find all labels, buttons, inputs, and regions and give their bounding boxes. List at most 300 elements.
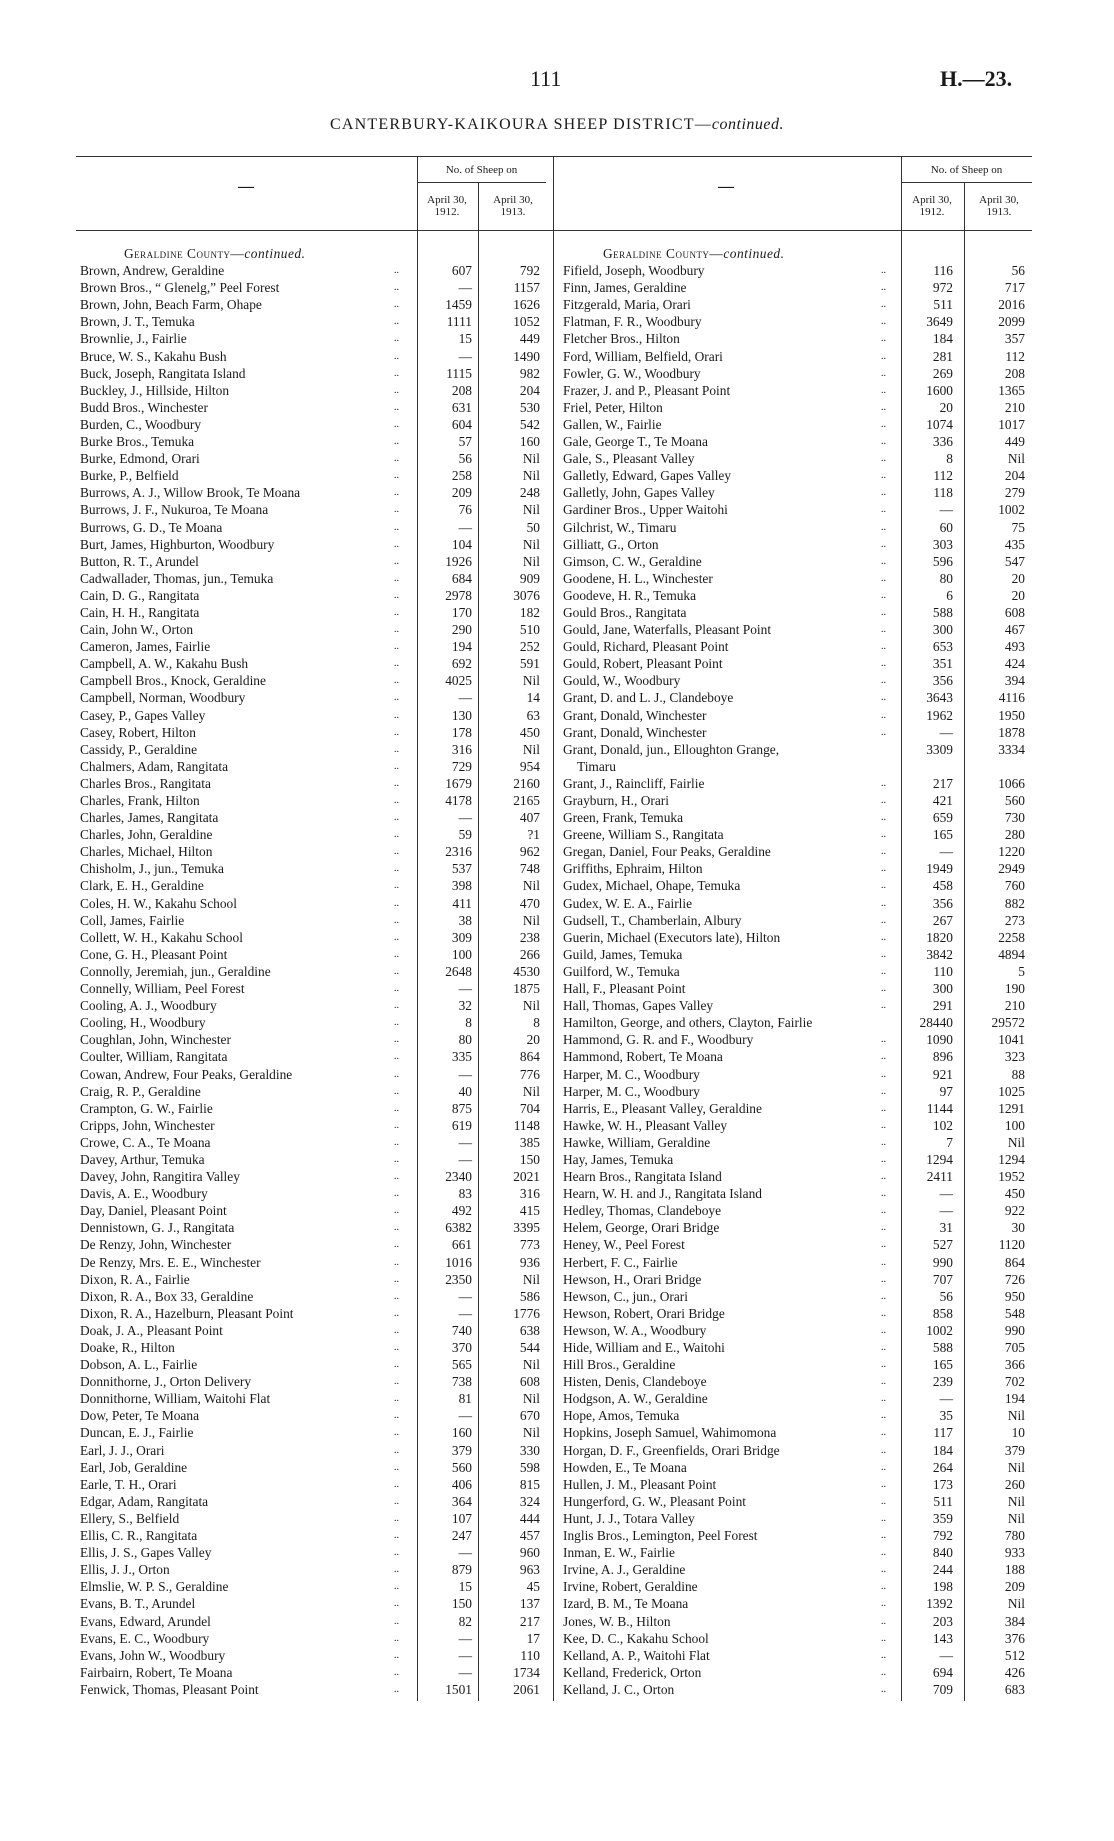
left-header-1913: April 30, 1913. — [493, 194, 533, 218]
sheep-1913: 385 — [519, 1134, 540, 1150]
leader-dots: .. — [394, 538, 399, 550]
sheep-1912: 1926 — [445, 553, 472, 569]
table-row — [80, 895, 550, 912]
sheep-1912: — — [458, 810, 472, 826]
owner-name: Brownlie, J., Fairlie — [80, 331, 187, 347]
sheep-1913: 950 — [1004, 1288, 1025, 1304]
sheep-1913: 544 — [519, 1340, 540, 1355]
sheep-1913: Nil — [1007, 1596, 1025, 1612]
leader-dots: .. — [394, 1581, 399, 1593]
table-row — [80, 1510, 550, 1527]
table-row — [563, 382, 1032, 399]
sheep-1912: 694 — [932, 1664, 953, 1680]
sheep-1912: 972 — [932, 280, 953, 296]
sheep-1913: 936 — [519, 1254, 540, 1270]
sheep-1912: 398 — [451, 878, 472, 894]
leader-dots: .. — [881, 846, 886, 858]
leader-dots: .. — [394, 743, 399, 755]
owner-name: Herbert, F. C., Fairlie — [563, 1254, 678, 1270]
owner-name: Coll, James, Fairlie — [80, 912, 185, 928]
leader-dots: .. — [881, 384, 886, 396]
table-row — [563, 1185, 1032, 1202]
table-top-rule — [76, 156, 1032, 157]
sheep-1912: 1016 — [445, 1254, 472, 1270]
sheep-1912: 596 — [932, 553, 953, 569]
sheep-1913: 864 — [1004, 1254, 1025, 1270]
leader-dots: .. — [394, 829, 399, 841]
leader-dots: .. — [394, 436, 399, 448]
table-row — [80, 570, 550, 587]
owner-name: Cowan, Andrew, Four Peaks, Geraldine — [80, 1066, 293, 1082]
owner-name: Earl, J. J., Orari — [80, 1442, 165, 1458]
owner-name: Buckley, J., Hillside, Hilton — [80, 382, 230, 398]
table-row — [80, 1459, 550, 1476]
sheep-1913: Nil — [522, 502, 540, 518]
section-title-text: Geraldine County— — [603, 246, 724, 261]
table-row — [563, 1322, 1032, 1339]
sheep-1913: 210 — [1004, 998, 1025, 1014]
owner-name: Chisholm, J., jun., Temuka — [80, 861, 224, 877]
table-row — [563, 1613, 1032, 1630]
table-row — [563, 604, 1032, 621]
leader-dots: .. — [394, 1068, 399, 1080]
sheep-1913: 1291 — [998, 1100, 1025, 1116]
sheep-1912: 335 — [451, 1049, 472, 1065]
sheep-1913: 204 — [519, 382, 540, 398]
sheep-1913: 2099 — [998, 314, 1025, 330]
owner-name: Grant, Donald, jun., Elloughton Grange, — [563, 741, 780, 757]
table-row — [563, 758, 1032, 775]
table-row — [563, 1390, 1032, 1407]
page-number: 111 — [530, 66, 562, 91]
table-row — [563, 997, 1032, 1014]
leader-dots: .. — [394, 1564, 399, 1576]
sheep-1913: 1066 — [998, 775, 1025, 791]
table-row — [80, 1561, 550, 1578]
sheep-1912: 59 — [458, 827, 472, 843]
owner-name: Ellery, S., Belfield — [80, 1510, 180, 1526]
leader-dots: .. — [881, 1598, 886, 1610]
sheep-1913: 50 — [526, 519, 540, 535]
leader-dots: .. — [881, 675, 886, 687]
sheep-1912: 1679 — [445, 775, 472, 791]
owner-name: Fifield, Joseph, Woodbury — [563, 263, 705, 279]
sheep-1912: 239 — [932, 1374, 953, 1390]
table-row — [80, 1083, 550, 1100]
table-row — [80, 672, 550, 689]
sheep-1913: 591 — [519, 656, 540, 672]
sheep-1913: 2165 — [513, 793, 540, 808]
table-row — [563, 843, 1032, 860]
sheep-1912: 1294 — [926, 1151, 953, 1167]
table-row — [80, 433, 550, 450]
sheep-1913: 1950 — [998, 707, 1025, 723]
owner-name: Hullen, J. M., Pleasant Point — [563, 1476, 717, 1492]
table-row — [80, 1544, 550, 1561]
sheep-1913: 209 — [1004, 1579, 1025, 1595]
owner-name: Cadwallader, Thomas, jun., Temuka — [80, 570, 274, 586]
sheep-1912: 303 — [932, 536, 953, 552]
owner-name: Hodgson, A. W., Geraldine — [563, 1391, 708, 1407]
sheep-1913: 717 — [1004, 280, 1025, 296]
table-row — [563, 672, 1032, 689]
table-row — [563, 519, 1032, 536]
table-row — [80, 1100, 550, 1117]
sheep-1912: 316 — [451, 741, 472, 757]
leader-dots: .. — [881, 777, 886, 789]
leader-dots: .. — [881, 1068, 886, 1080]
sheep-1912: 729 — [451, 758, 472, 774]
table-row — [80, 1664, 550, 1681]
owner-name: Hopkins, Joseph Samuel, Wahimomona — [563, 1425, 777, 1441]
sheep-1912: — — [458, 1664, 472, 1680]
leader-dots: .. — [881, 1051, 886, 1063]
sheep-1913: 760 — [1004, 878, 1025, 894]
leader-dots: .. — [881, 487, 886, 499]
leader-dots: .. — [394, 1188, 399, 1200]
table-row — [563, 1442, 1032, 1459]
sheep-1913: 450 — [1004, 1186, 1025, 1202]
table-row — [563, 724, 1032, 741]
owner-name: Guild, James, Temuka — [563, 946, 683, 962]
right-entries-list — [563, 245, 1032, 1698]
leader-dots: .. — [394, 983, 399, 995]
sheep-1913: 4894 — [998, 946, 1025, 962]
table-row — [563, 1578, 1032, 1595]
owner-name: Kelland, A. P., Waitohi Flat — [563, 1647, 710, 1663]
leader-dots: .. — [394, 1478, 399, 1490]
owner-name: Crowe, C. A., Te Moana — [80, 1134, 211, 1150]
table-row — [80, 963, 550, 980]
owner-name: Kelland, Frederick, Orton — [563, 1664, 702, 1680]
section-title — [603, 245, 784, 262]
sheep-1913: 110 — [520, 1647, 540, 1663]
sheep-1913: 730 — [1004, 810, 1025, 826]
owner-name: Dixon, R. A., Hazelburn, Pleasant Point — [80, 1305, 294, 1321]
owner-name: Charles Bros., Rangitata — [80, 775, 211, 791]
sheep-1912: 38 — [458, 912, 472, 928]
owner-name: Greene, William S., Rangitata — [563, 827, 724, 843]
sheep-1912: 269 — [932, 365, 953, 381]
owner-name: Fitzgerald, Maria, Orari — [563, 297, 691, 313]
owner-name: Gimson, C. W., Geraldine — [563, 553, 702, 569]
leader-dots: .. — [394, 1324, 399, 1336]
sheep-1913: 726 — [1004, 1271, 1025, 1287]
table-row — [80, 587, 550, 604]
sheep-1912: 117 — [933, 1425, 953, 1441]
leader-dots: .. — [394, 350, 399, 362]
sheep-1912: 356 — [932, 895, 953, 911]
section-title-continued: continued. — [244, 246, 306, 261]
heading-main: CANTERBURY-KAIKOURA SHEEP DISTRICT— — [330, 116, 712, 133]
owner-name: Hawke, W. H., Pleasant Valley — [563, 1117, 728, 1133]
leader-dots: .. — [881, 829, 886, 841]
center-divider — [553, 156, 554, 1701]
table-row — [563, 1083, 1032, 1100]
sheep-1913: 4530 — [513, 963, 540, 979]
sheep-1913: 1294 — [998, 1151, 1025, 1167]
table-row — [80, 621, 550, 638]
sheep-1913: 922 — [1004, 1203, 1025, 1219]
sheep-1913: 1041 — [998, 1032, 1025, 1048]
sheep-1912: — — [458, 519, 472, 535]
sheep-1913: 17 — [526, 1630, 540, 1646]
sheep-1912: 1600 — [926, 382, 953, 398]
sheep-1912: 244 — [932, 1562, 953, 1578]
sheep-1913: 330 — [519, 1442, 540, 1458]
sheep-1913: 1220 — [998, 844, 1025, 860]
sheep-1912: — — [939, 1203, 953, 1219]
sheep-1912: 100 — [451, 946, 472, 962]
sheep-1912: — — [939, 1186, 953, 1202]
owner-name: Goodene, H. L., Winchester — [563, 570, 713, 586]
owner-name: Gould, Robert, Pleasant Point — [563, 656, 723, 672]
leader-dots: .. — [881, 1564, 886, 1576]
sheep-1913: 512 — [1004, 1647, 1025, 1663]
owner-name: Clark, E. H., Geraldine — [80, 878, 204, 894]
sheep-1913: 960 — [519, 1545, 540, 1561]
sheep-1913: 20 — [526, 1032, 540, 1048]
leader-dots: .. — [394, 1307, 399, 1319]
leader-dots: .. — [881, 641, 886, 653]
sheep-1913: 182 — [519, 604, 540, 620]
owner-name: Coughlan, John, Winchester — [80, 1032, 231, 1048]
owner-name: Hay, James, Temuka — [563, 1151, 674, 1167]
sheep-1912: 6382 — [445, 1220, 472, 1236]
leader-dots: .. — [394, 1410, 399, 1422]
table-row — [80, 313, 550, 330]
table-row — [563, 1630, 1032, 1647]
owner-name: Cain, D. G., Rangitata — [80, 587, 200, 603]
sheep-1913: 560 — [1004, 793, 1025, 808]
table-row — [563, 1014, 1032, 1031]
sheep-1913: 217 — [519, 1613, 540, 1629]
sheep-1913: 542 — [519, 416, 540, 432]
owner-name: Gould, Richard, Pleasant Point — [563, 639, 729, 655]
owner-name: Hedley, Thomas, Clandeboye — [563, 1203, 722, 1219]
sheep-1912: 107 — [451, 1510, 472, 1526]
table-row — [80, 1185, 550, 1202]
sheep-1913: 150 — [519, 1151, 540, 1167]
section-title-text: Geraldine County— — [124, 246, 245, 261]
sheep-1912: 130 — [451, 707, 472, 723]
sheep-1912: 653 — [932, 639, 953, 655]
sheep-1913: 963 — [519, 1562, 540, 1578]
table-row — [80, 1578, 550, 1595]
owner-name: Budd Bros., Winchester — [80, 399, 208, 415]
leader-dots: .. — [394, 1598, 399, 1610]
sheep-1913: 8 — [533, 1015, 540, 1031]
sheep-1912: 1074 — [926, 416, 953, 432]
owner-name: Friel, Peter, Hilton — [563, 399, 663, 415]
sheep-1912: 511 — [933, 1493, 953, 1509]
owner-name: Dobson, A. L., Fairlie — [80, 1357, 198, 1373]
table-row — [563, 1048, 1032, 1065]
table-row — [80, 877, 550, 894]
sheep-1913: 14 — [526, 690, 540, 706]
sheep-1912: 1949 — [926, 861, 953, 877]
sheep-1912: 588 — [932, 1340, 953, 1355]
sheep-1913: 449 — [519, 331, 540, 347]
sheep-1912: 565 — [451, 1357, 472, 1373]
leader-dots: .. — [394, 692, 399, 704]
owner-name: Brown Bros., “ Glenelg,” Peel Forest — [80, 280, 280, 296]
owner-name: Coles, H. W., Kakahu School — [80, 895, 237, 911]
sheep-1913: Nil — [1007, 451, 1025, 467]
sheep-1912: — — [458, 1305, 472, 1321]
table-row — [563, 1031, 1032, 1048]
leader-dots: .. — [881, 333, 886, 345]
table-row — [563, 621, 1032, 638]
table-row — [80, 450, 550, 467]
sheep-1912: 104 — [451, 536, 472, 552]
right-header-group: No. of Sheep on — [930, 164, 1003, 176]
leader-dots: .. — [394, 1461, 399, 1473]
table-row — [80, 655, 550, 672]
leader-dots: .. — [394, 795, 399, 806]
sheep-1913: 194 — [1004, 1391, 1025, 1407]
sheep-1912: 203 — [932, 1613, 953, 1629]
sheep-1913: 1157 — [513, 280, 540, 296]
sheep-1913: 705 — [1004, 1340, 1025, 1355]
owner-name: Cain, H. H., Rangitata — [80, 604, 200, 620]
table-row — [80, 946, 550, 963]
table-row — [563, 587, 1032, 604]
sheep-1912: 921 — [932, 1066, 953, 1082]
sheep-1913: 29572 — [991, 1015, 1025, 1031]
leader-dots: .. — [394, 1393, 399, 1405]
table-row — [80, 758, 550, 775]
sheep-1912: 3649 — [926, 314, 953, 330]
sheep-1913: 204 — [1004, 468, 1025, 484]
sheep-1913: 266 — [519, 946, 540, 962]
sheep-1912: 6 — [946, 587, 953, 603]
owner-name: Donnithorne, J., Orton Delivery — [80, 1374, 252, 1390]
sheep-1913: ?1 — [527, 827, 540, 843]
leader-dots: .. — [394, 1290, 399, 1302]
owner-name: Goodeve, H. R., Temuka — [563, 587, 697, 603]
leader-dots: .. — [394, 487, 399, 499]
owner-name: Cameron, James, Fairlie — [80, 639, 211, 655]
sheep-1912: 684 — [451, 570, 472, 586]
sheep-1913: Nil — [522, 468, 540, 484]
sheep-1912: 112 — [933, 468, 953, 484]
leader-dots: .. — [394, 760, 399, 772]
sheep-1913: 547 — [1004, 553, 1025, 569]
table-row — [563, 860, 1032, 877]
sheep-1912: 511 — [933, 297, 953, 313]
leader-dots: .. — [394, 1547, 399, 1559]
table-row — [563, 1151, 1032, 1168]
table-row — [80, 1527, 550, 1544]
table-row — [563, 1066, 1032, 1083]
leader-dots: .. — [881, 367, 886, 379]
leader-dots: .. — [394, 1239, 399, 1251]
sheep-1912: 258 — [451, 468, 472, 484]
leader-dots: .. — [881, 401, 886, 413]
sheep-1913: 137 — [519, 1596, 540, 1612]
sheep-1912: 31 — [939, 1220, 953, 1236]
leader-dots: .. — [881, 1153, 886, 1165]
owner-name: Campbell, A. W., Kakahu Bush — [80, 656, 249, 672]
sheep-1912: 7 — [946, 1134, 953, 1150]
sheep-1912: 659 — [932, 810, 953, 826]
table-row — [80, 1476, 550, 1493]
table-row — [80, 1271, 550, 1288]
leader-dots: .. — [881, 914, 886, 926]
sheep-1912: 709 — [932, 1681, 953, 1697]
table-row — [80, 416, 550, 433]
table-row — [80, 365, 550, 382]
owner-name: Hope, Amos, Temuka — [563, 1408, 680, 1424]
table-row — [80, 1117, 550, 1134]
sheep-1913: Nil — [522, 553, 540, 569]
right-group-rule — [901, 182, 1032, 183]
owner-name: Hewson, Robert, Orari Bridge — [563, 1305, 725, 1321]
leader-dots: .. — [394, 1222, 399, 1234]
owner-name: Gilchrist, W., Timaru — [563, 519, 677, 535]
leader-dots: .. — [881, 1188, 886, 1200]
sheep-1913: 1776 — [513, 1305, 540, 1321]
table-row — [80, 843, 550, 860]
sheep-1913: Nil — [522, 451, 540, 467]
sheep-1913: 493 — [1004, 639, 1025, 655]
owner-name: Inman, E. W., Fairlie — [563, 1545, 675, 1561]
leader-dots: .. — [881, 1171, 886, 1183]
sheep-1912: 1820 — [926, 929, 953, 945]
table-row — [563, 775, 1032, 792]
sheep-1913: 548 — [1004, 1305, 1025, 1321]
table-row — [80, 1390, 550, 1407]
leader-dots: .. — [881, 1683, 886, 1695]
sheep-1912: 2350 — [445, 1271, 472, 1287]
leader-dots: .. — [394, 863, 399, 875]
sheep-1912: 32 — [458, 998, 472, 1014]
sheep-1913: 248 — [519, 485, 540, 501]
leader-dots: .. — [881, 265, 886, 277]
owner-name: Earle, T. H., Orari — [80, 1476, 177, 1492]
sheep-1912: — — [458, 1630, 472, 1646]
leader-dots: .. — [394, 1495, 399, 1507]
sheep-1912: 1090 — [926, 1032, 953, 1048]
sheep-1912: 740 — [451, 1322, 472, 1338]
table-row — [563, 1459, 1032, 1476]
owner-name: Charles, John, Geraldine — [80, 827, 213, 843]
leader-dots: .. — [394, 1051, 399, 1063]
owner-name: Elmslie, W. P. S., Geraldine — [80, 1579, 229, 1595]
table-row — [563, 1424, 1032, 1441]
owner-name: Burke Bros., Temuka — [80, 434, 195, 450]
leader-dots: .. — [881, 1256, 886, 1268]
table-row — [563, 467, 1032, 484]
table-row — [563, 313, 1032, 330]
sheep-1912: 8 — [465, 1015, 472, 1031]
leader-dots: .. — [881, 1205, 886, 1217]
table-row — [80, 724, 550, 741]
table-row — [563, 1134, 1032, 1151]
owner-name: Earl, Job, Geraldine — [80, 1459, 188, 1475]
leader-dots: .. — [881, 1000, 886, 1012]
table-row — [80, 1493, 550, 1510]
table-row — [563, 1544, 1032, 1561]
leader-dots: .. — [394, 1205, 399, 1217]
sheep-1912: 102 — [932, 1117, 953, 1133]
sheep-1912: 370 — [451, 1340, 472, 1355]
table-row — [563, 416, 1032, 433]
sheep-1912: 2316 — [445, 844, 472, 860]
sheep-1913: 3334 — [998, 741, 1025, 757]
table-row — [80, 1048, 550, 1065]
